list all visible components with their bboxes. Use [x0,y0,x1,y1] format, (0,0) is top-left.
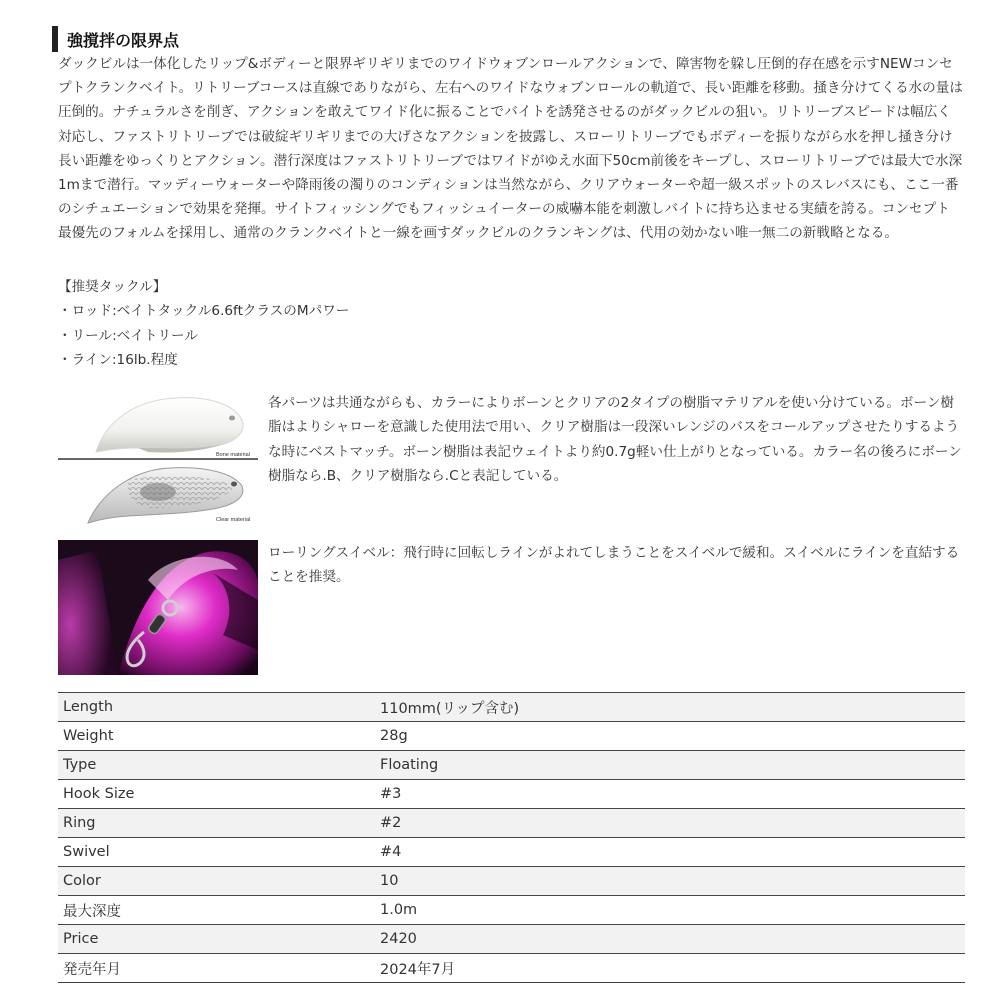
tackle-reel: ・リール:ベイトリール [58,327,198,344]
intro-paragraph: ダックビルは一体化したリップ&ボディーと限界ギリギリまでのワイドウォブンロールアクションで、障害物を躱し圧倒的存在感を示すNEWコンセプトクランクベイト。リトリーブコースは直線でありながら、左右へのワイドなウォブンロールの軌道で、長い距離を移動。掻き分けてくる水の量は圧倒的。ナチュラルさを削ぎ、アクションを敢えてワイド化に振ることでバイトを誘発させるのがダックビルの狙い。リトリーブスピードは幅広く対応し、ファストリトリーブでは破綻ギリギリまでの大げさなアクションを披露し、スローリトリーブでもボディーを振りながら水を押し掻き分け長い距離をゆっくりとアクション。潜行深度はファストリトリーブではワイドがゆえ水面下50cm前後をキープし、スローリトリーブでは最大で水深1mまで潜行。マッディーウォーターや降雨後の濁りのコンディションは当然ながら、クリアウォーターや超一級スポットのスレバスにも、ここ一番のシチュエーションで効果を発揮。サイトフィッシングでもフィッシュイーターの威嚇本能を刺激しバイトに持ち込ませる実績を誇る。コンセプト最優先のフォルムを採用し、通常のクランクベイトと一線を画すダックビルのクランキングは、代用の効かない唯一無二の新戦略となる。 [58,56,963,242]
spec-value: 2420 [375,925,965,954]
spec-value: 1.0m [375,896,965,925]
spec-value: 28g [375,722,965,751]
recommended-tackle [58,275,349,373]
table-row [58,722,965,751]
spec-value: 110mm(リップ含む) [375,693,965,722]
rolling-swivel-illustration [58,540,258,675]
spec-label: Swivel [58,838,375,867]
table-row [58,693,965,722]
spec-label: Ring [58,809,375,838]
table-row [58,780,965,809]
spec-value: Floating [375,751,965,780]
clear-caption: Clear material [216,517,251,523]
spec-label: Price [58,925,375,954]
table-row [58,867,965,896]
spec-label: Type [58,751,375,780]
table-row [58,954,965,983]
table-row [58,896,965,925]
tackle-title: 【推奨タックル】 [58,279,167,295]
spec-value: #2 [375,809,965,838]
spec-value: #3 [375,780,965,809]
materials-description: 各パーツは共通ながらも、カラーによりボーンとクリアの2タイプの樹脂マテリアルを使い分けている。ボーン樹脂はよりシャローを意識した使用法で用い、クリア樹脂は一段深いレンジのバスをコールアップさせたりするような時にベストマッチ。ボーン樹脂は表記ウェイトより約0.7g軽い仕上がりとなっている。カラー名の後ろにボーン樹脂なら.B、クリア樹脂なら.Cと表記している。 [268,395,962,485]
table-row [58,809,965,838]
section-heading [52,26,179,52]
swivel-description: ローリングスイベル：飛行時に回転しラインがよれてしまうことをスイベルで緩和。スイベルにラインを直結することを推奨。 [268,545,960,586]
spec-value: 10 [375,867,965,896]
swivel-image [58,540,258,675]
heading-title: 強撹拌の限界点 [67,30,180,50]
spec-label: Weight [58,722,375,751]
lure-materials-illustration [58,390,258,528]
spec-label: 発売年月 [58,954,375,983]
table-row [58,925,965,954]
heading-bar [52,26,58,52]
materials-image [58,390,258,528]
bone-caption: Bone material [216,452,250,458]
tackle-rod: ・ロッド:ベイトタックル6.6ftクラスのMパワー [58,303,350,320]
spec-value: #4 [375,838,965,867]
spec-value: 2024年7月 [375,954,965,983]
tackle-line: ・ライン:16lb.程度 [58,352,178,369]
bone-lure [96,398,243,453]
spec-table [58,692,965,983]
spec-label: 最大深度 [58,896,375,925]
spec-label: Length [58,693,375,722]
table-row [58,838,965,867]
clear-lure [88,468,243,523]
spec-label: Color [58,867,375,896]
table-row [58,751,965,780]
spec-label: Hook Size [58,780,375,809]
